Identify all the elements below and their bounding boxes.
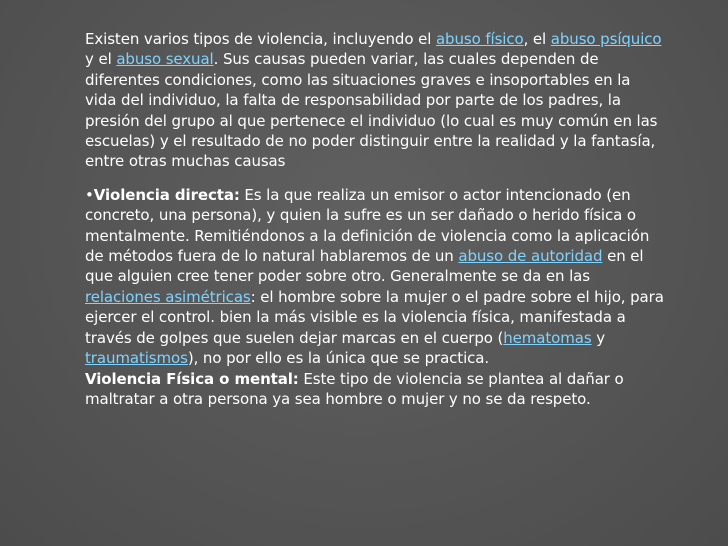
violencia-directa-paragraph [85, 185, 665, 369]
directa-text-4: y [591, 328, 606, 347]
directa-text-5: ), no por ello es la única que se practica. [187, 349, 490, 368]
link-abuso-psiquico[interactable]: abuso psíquico [550, 30, 662, 48]
intro-text-4: . Sus causas pueden variar, las cuales dependen de diferentes condiciones, como las situaciones graves e insoportables en la vida del individuo, la falta de responsabilidad por parte de los padres, la presión del grupo al que pertenece el individuo (lo cual es muy común en las escuelas) y el resultado de no poder distinguir entre la realidad y la fantasía, entre otras muchas causas [85, 50, 658, 171]
violencia-fisica-paragraph [85, 369, 665, 410]
directa-text-2: en el que alguien cree tener poder sobre otro. Generalmente se da en las [85, 247, 644, 286]
directa-text-3: : el hombre sobre la mujer o el padre sobre el hijo, para ejercer el control. bien la más visible es la violencia física, manifestada a través de golpes que suelen dejar marcas en el cuerpo ( [85, 287, 664, 347]
link-relaciones-asimetricas[interactable]: relaciones asimétricas [85, 287, 251, 306]
bullet-icon: • [85, 185, 94, 204]
paragraph-spacer [85, 172, 665, 185]
link-abuso-sexual[interactable]: abuso sexual [116, 50, 214, 69]
violencia-fisica-heading: Violencia Física o mental: [85, 369, 299, 388]
intro-text-2: , el [523, 30, 551, 48]
link-traumatismos[interactable]: traumatismos [85, 349, 188, 368]
intro-text-1: Existen varios tipos de violencia, incluyendo el [85, 30, 436, 48]
link-hematomas[interactable]: hematomas [503, 328, 592, 347]
intro-paragraph [85, 29, 665, 172]
slide-body-text [85, 29, 665, 409]
directa-text-1: Es la que realiza un emisor o actor intencionado (en concreto, una persona), y quien la sufre es un ser dañado o herido física o mentalmente. Remitiéndonos a la definición de violencia como la aplicación de métodos fuera de lo natural hablaremos de un [85, 185, 650, 266]
link-abuso-fisico[interactable]: abuso físico [435, 30, 524, 48]
fisica-text-1: Este tipo de violencia se plantea al dañar o maltratar a otra persona ya sea hombre o mujer y no se da respeto. [85, 369, 624, 408]
link-abuso-de-autoridad[interactable]: abuso de autoridad [458, 247, 603, 266]
violencia-directa-heading: Violencia directa: [93, 185, 240, 204]
intro-text-3: y el [85, 50, 117, 69]
